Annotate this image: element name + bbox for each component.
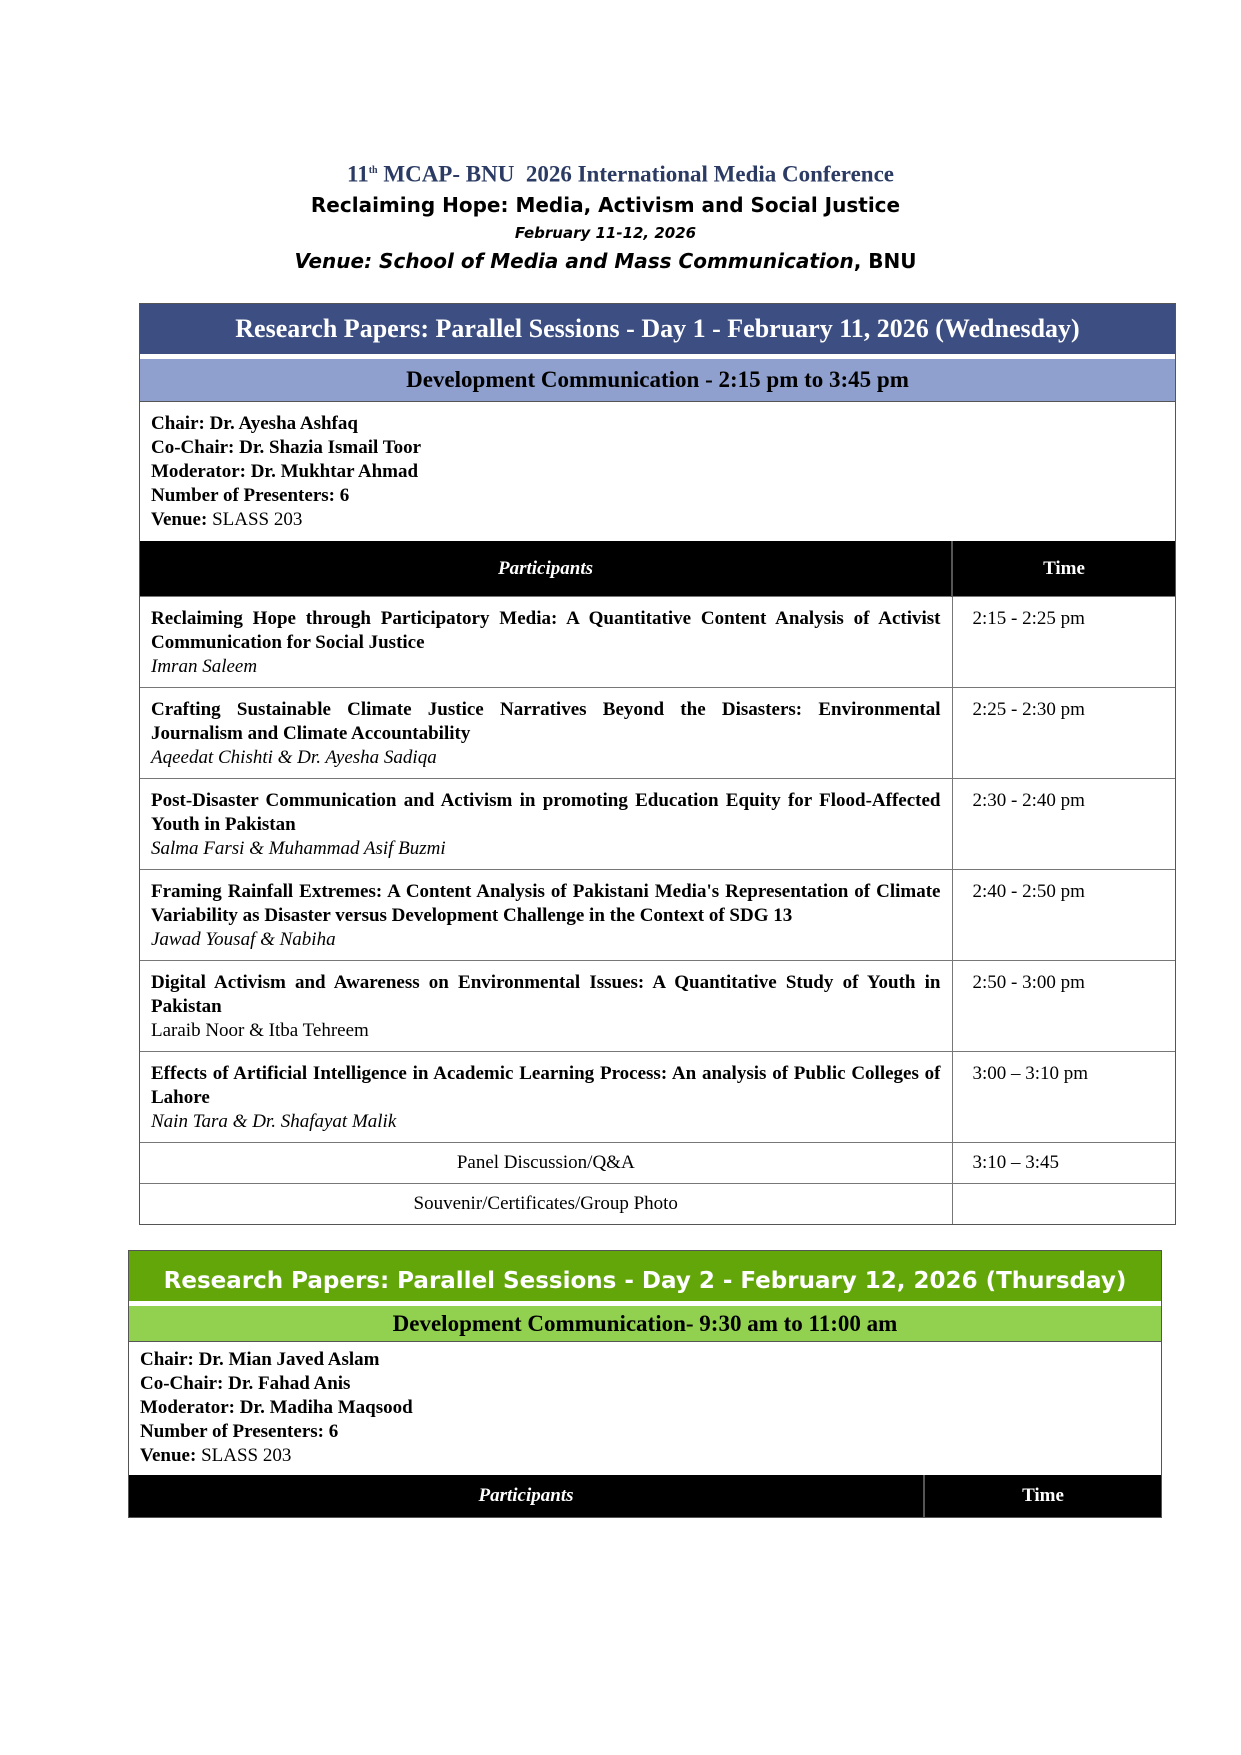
paper-time: 2:40 - 2:50 pm <box>952 870 1175 961</box>
paper-title: Post-Disaster Communication and Activism in promoting Education Equity for Flood-Affected Youth in Pakistan <box>151 790 941 835</box>
day1-presenters: Number of Presenters: 6 <box>151 485 350 506</box>
paper-title: Crafting Sustainable Climate Justice Narratives Beyond the Disasters: Environmental Journalism and Climate Accountability <box>151 699 941 744</box>
day1-co-chair: Co-Chair: Dr. Shazia Ismail Toor <box>151 437 422 458</box>
day2-venue-label: Venue: <box>140 1445 197 1466</box>
edition-number: 11 <box>346 161 369 187</box>
venue-label: Venue: School of Media and Mass Communication <box>294 248 854 273</box>
paper-time: 2:30 - 2:40 pm <box>952 779 1175 870</box>
paper-authors: Laraib Noor & Itba Tehreem <box>151 1020 369 1041</box>
time-header: Time <box>952 541 1175 597</box>
table-row <box>140 1052 1175 1143</box>
paper-time: 2:25 - 2:30 pm <box>952 688 1175 779</box>
panel-discussion-time: 3:10 – 3:45 <box>952 1143 1175 1184</box>
conference-venue <box>0 246 1241 276</box>
paper-title: Framing Rainfall Extremes: A Content Analysis of Pakistani Media's Representation of Climate Variability as Disaster versus Development Challenge in the Context of SDG 13 <box>151 881 941 926</box>
paper-authors: Nain Tara & Dr. Shafayat Malik <box>151 1111 397 1132</box>
paper-title: Effects of Artificial Intelligence in Academic Learning Process: An analysis of Public Colleges of Lahore <box>151 1063 941 1108</box>
paper-authors: Aqeedat Chishti & Dr. Ayesha Sadiqa <box>151 747 437 768</box>
day1-venue-value: SLASS 203 <box>207 509 303 530</box>
conference-title-text: MCAP- BNU 2026 International Media Conference <box>383 161 894 187</box>
paper-authors: Jawad Yousaf & Nabiha <box>151 929 336 950</box>
table-row <box>140 597 1175 688</box>
conference-title <box>0 156 1241 190</box>
day1-moderator: Moderator: Dr. Mukhtar Ahmad <box>151 461 419 482</box>
day1-venue-label: Venue: <box>151 509 208 530</box>
day1-banner: Research Papers: Parallel Sessions - Day 1 - February 11, 2026 (Wednesday) <box>140 304 1175 359</box>
conference-header <box>0 156 1241 276</box>
participants-header: Participants <box>129 1475 924 1517</box>
day2-venue <box>140 1444 1150 1468</box>
conference-dates: February 11-12, 2026 <box>514 223 697 242</box>
day2-session-info <box>129 1342 1161 1475</box>
day1-session-info <box>140 402 1175 541</box>
conference-theme: Reclaiming Hope: Media, Activism and Social Justice <box>310 192 901 217</box>
participants-header: Participants <box>140 541 952 597</box>
day2-banner: Research Papers: Parallel Sessions - Day 2 - February 12, 2026 (Thursday) <box>129 1251 1161 1306</box>
day2-co-chair: Co-Chair: Dr. Fahad Anis <box>140 1373 351 1394</box>
time-header: Time <box>924 1475 1161 1517</box>
day1-schedule-table <box>140 541 1175 1224</box>
venue-suffix: , BNU <box>853 248 917 273</box>
souvenir-row <box>140 1184 1175 1225</box>
day1-venue <box>151 508 1164 532</box>
day2-presenters: Number of Presenters: 6 <box>140 1421 339 1442</box>
paper-time: 2:50 - 3:00 pm <box>952 961 1175 1052</box>
edition-suffix: th <box>368 165 378 176</box>
day1-chair: Chair: Dr. Ayesha Ashfaq <box>151 413 358 434</box>
paper-time: 2:15 - 2:25 pm <box>952 597 1175 688</box>
day2-schedule-table <box>129 1475 1161 1517</box>
table-row <box>140 688 1175 779</box>
table-row <box>140 870 1175 961</box>
day2-chair: Chair: Dr. Mian Javed Aslam <box>140 1349 380 1370</box>
paper-authors: Salma Farsi & Muhammad Asif Buzmi <box>151 838 446 859</box>
panel-discussion-row <box>140 1143 1175 1184</box>
table-row <box>140 961 1175 1052</box>
panel-discussion-label: Panel Discussion/Q&A <box>140 1143 952 1184</box>
souvenir-time <box>952 1184 1175 1225</box>
paper-title: Digital Activism and Awareness on Environmental Issues: A Quantitative Study of Youth in Pakistan <box>151 972 941 1017</box>
paper-authors: Imran Saleem <box>151 656 258 677</box>
day1-session <box>139 303 1176 1225</box>
table-row <box>140 779 1175 870</box>
day2-moderator: Moderator: Dr. Madiha Maqsood <box>140 1397 413 1418</box>
day1-track-title: Development Communication - 2:15 pm to 3:45 pm <box>140 359 1175 402</box>
day2-venue-value: SLASS 203 <box>196 1445 292 1466</box>
day2-session <box>128 1250 1162 1518</box>
souvenir-label: Souvenir/Certificates/Group Photo <box>140 1184 952 1225</box>
day2-track-title: Development Communication- 9:30 am to 11:00 am <box>129 1306 1161 1342</box>
paper-time: 3:00 – 3:10 pm <box>952 1052 1175 1143</box>
paper-title: Reclaiming Hope through Participatory Media: A Quantitative Content Analysis of Activist Communication for Social Justice <box>151 608 941 653</box>
